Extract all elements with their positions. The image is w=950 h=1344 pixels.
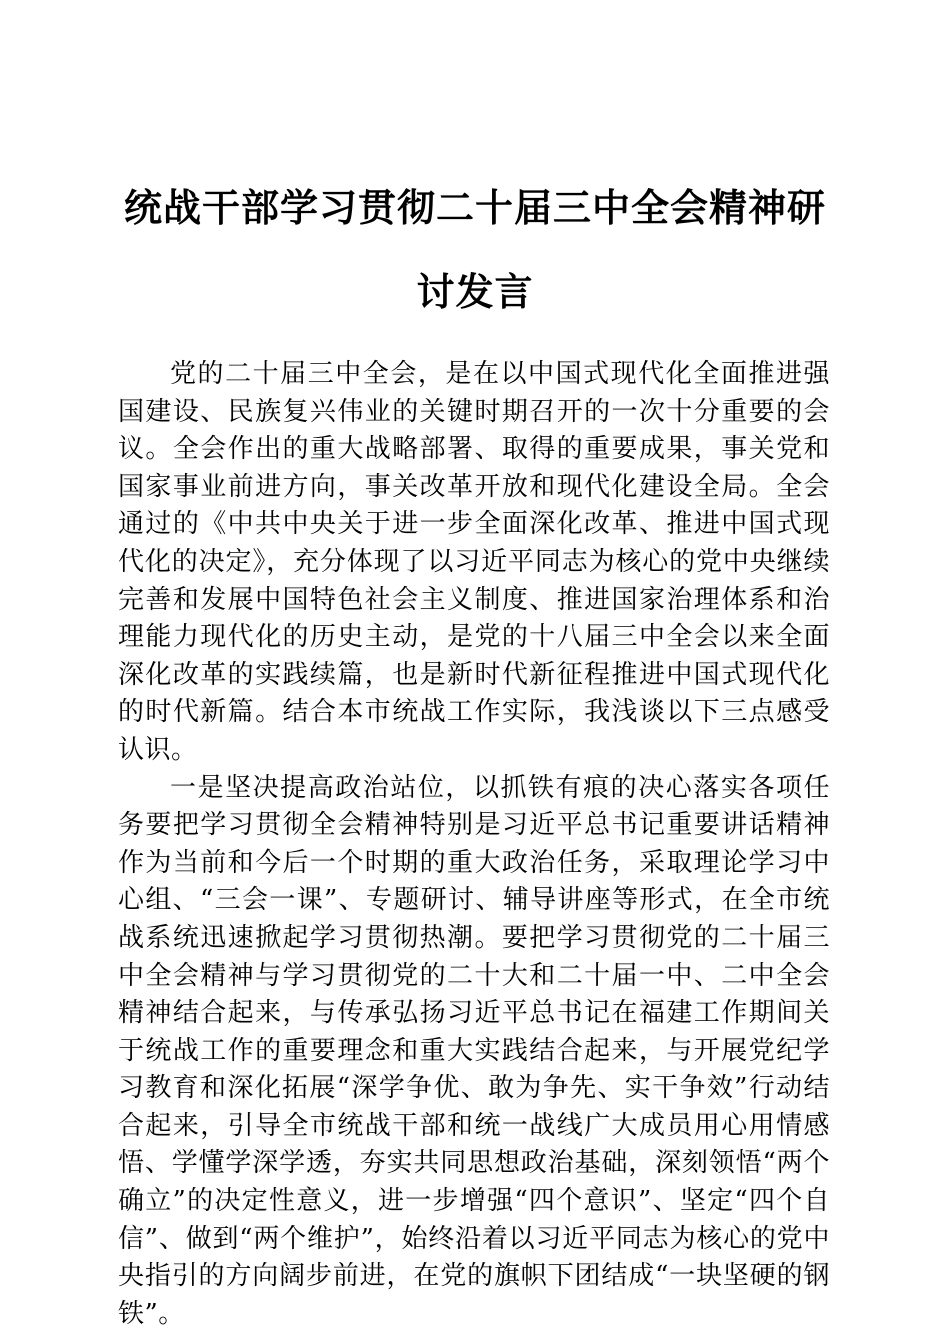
paragraph-intro: 党的二十届三中全会，是在以中国式现代化全面推进强国建设、民族复兴伟业的关键时期召开的一次十分重要的会议。全会作出的重大战略部署、取得的重要成果，事关党和国家事业前进方向，事关改革开放和现代化建设全局。全会通过的《中共中央关于进一步全面深化改革、推进中国式现代化的决定》，充分体现了以习近平同志为核心的党中央继续完善和发展中国特色社会主义制度、推进国家治理体系和治理能力现代化的历史主动，是党的十八届三中全会以来全面深化改革的实践续篇，也是新时代新征程推进中国式现代化的时代新篇。结合本市统战工作实际，我浅谈以下三点感受认识。 <box>118 359 830 765</box>
paragraph-point-one: 一是坚决提高政治站位，以抓铁有痕的决心落实各项任务要把学习贯彻全会精神特别是习近平总书记重要讲话精神作为当前和今后一个时期的重大政治任务，采取理论学习中心组、“三会一课”、专题研讨、辅导讲座等形式，在全市统战系统迅速掀起学习贯彻热潮。要把学习贯彻党的二十届三中全会精神与学习贯彻党的二十大和二十届一中、二中全会精神结合起来，与传承弘扬习近平总书记在福建工作期间关于统战工作的重要理念和重大实践结合起来，与开展党纪学习教育和深化拓展“深学争优、敢为争先、实干争效”行动结合起来，引导全市统战干部和统一战线广大成员用心用情感悟、学懂学深学透，夯实共同思想政治基础，深刻领悟“两个确立”的决定性意义，进一步增强“四个意识”、坚定“四个自信”、做到“两个维护”，始终沿着以习近平同志为核心的党中央指引的方向阔步前进，在党的旗帜下团结成“一块坚硬的钢铁”。 <box>118 772 830 1329</box>
document-body <box>118 356 830 1333</box>
document-title: 统战干部学习贯彻二十届三中全会精神研讨发言 <box>123 185 826 314</box>
